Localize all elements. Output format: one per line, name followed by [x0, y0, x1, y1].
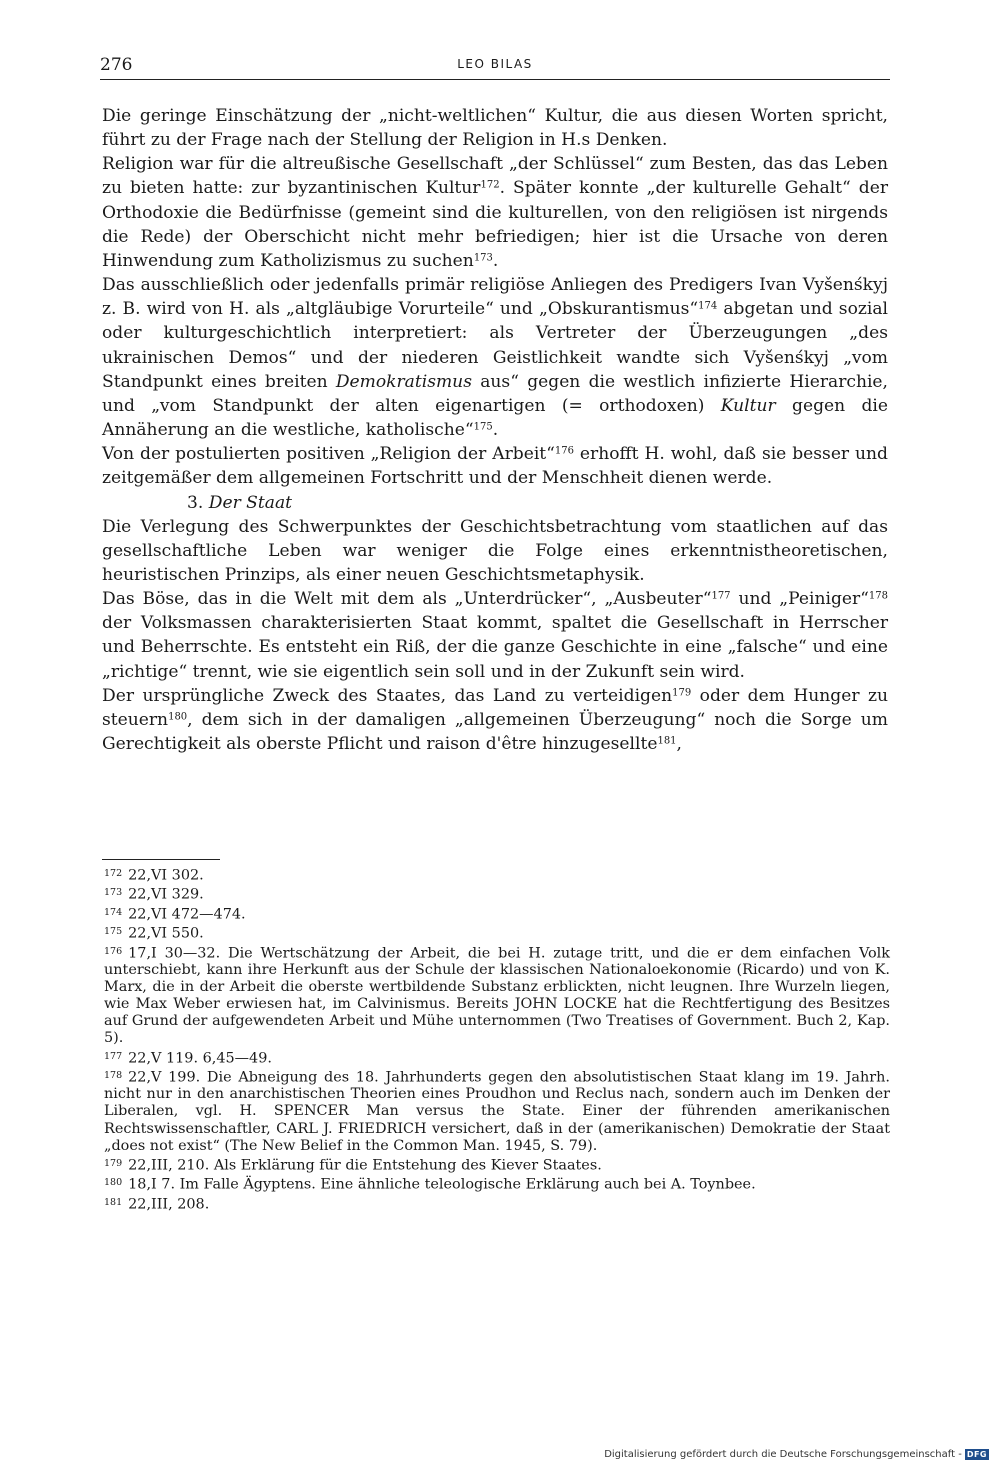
page-number: 276 — [100, 55, 133, 75]
footnote-text: 22,VI 302. — [128, 867, 204, 884]
footnote-text: 22,V 119. 6,45—49. — [128, 1049, 272, 1066]
running-head: LEO BILAS — [457, 57, 533, 71]
paragraph-text: erhofft H. wohl, daß sie besser und zeitgemäßer dem allgemeinen Fortschritt und der Menschheit dienen werde. — [102, 444, 888, 489]
paragraph-5 — [102, 515, 888, 587]
footnote-ref[interactable]: 181 — [657, 735, 677, 747]
footnote-ref[interactable]: 178 — [868, 590, 889, 602]
body-text — [102, 104, 888, 756]
footnote-text: 22,III, 208. — [128, 1195, 210, 1212]
footnote-divider — [102, 859, 220, 860]
emphasis: Kultur — [720, 395, 776, 416]
paragraph-text: , — [676, 734, 682, 755]
paragraph-text: , dem sich in der damaligen „allgemeinen Überzeugung“ noch die Sorge um Gerechtigkeit als oberste Pflicht und raison d'être hinzugesellte — [102, 709, 888, 755]
footnote-text: 22,III, 210. Als Erklärung für die Entstehung des Kiever Staates. — [128, 1157, 602, 1173]
paragraph-text: Der ursprüngliche Zweck des Staates, das Land zu verteidigen — [102, 685, 673, 706]
paragraph-6 — [102, 587, 888, 684]
footnote-ref[interactable]: 180 — [168, 711, 188, 723]
paragraph-text: Die Verlegung des Schwerpunktes der Geschichtsbetrachtung vom staatlichen auf das gesellschaftliche Leben war weniger die Folge eines erkenntnistheoretischen, heuristischen Prinzips, als einer neuen Geschichtsmetaphysik. — [102, 516, 888, 585]
section-heading — [102, 491, 888, 515]
footnote-text: 18,I 7. Im Falle Ägyptens. Eine ähnliche teleologische Erklärung auch bei A. Toynbee. — [128, 1176, 756, 1193]
footnote-172 — [104, 865, 890, 884]
footnote-text: 22,VI 550. — [128, 925, 204, 942]
paragraph-text: . Später konnte „der kulturelle Gehalt“ der Orthodoxie die Bedürfnisse (gemeint sind die kulturellen, von den religiösen ist nirgends die Rede) der Oberschicht nicht mehr befriedigen; hier ist die Ursache von deren Hinwendung zum Katholizismus zu suchen — [102, 178, 888, 271]
paragraph-text: . — [492, 250, 499, 271]
footnote-177 — [104, 1048, 890, 1067]
paragraph-text: oder dem Hunger zu steuern — [102, 685, 888, 730]
footnote-number: 172 — [104, 868, 123, 879]
footnote-179 — [104, 1155, 890, 1174]
paragraph-3 — [102, 273, 888, 442]
footnote-number: 175 — [104, 926, 123, 938]
footnote-text: 22,V 199. Die Abneigung des 18. Jahrhunderts gegen den absolutistischen Staat klang im 19. Jahrh. nicht nur in den anarchistischen Theorien eines Proudhon und Reclus nach, sondern auch im Denken der Liberalen, vgl. H. SPENCER Man versus the State. Einer der führenden amerikanischen Rechtswissenschaftler, CARL J. FRIEDRICH versichert, daß in der (amerikanischen) Demokratie der Staat „does not exist“ (The New Belief in the Common Man. 1945, S. 79). — [104, 1069, 890, 1154]
footnote-number: 180 — [104, 1177, 123, 1189]
paragraph-text: der Volksmassen charakterisierten Staat kommt, spaltet die Gesellschaft in Herrscher und Beherrschte. Es entsteht ein Riß, der die ganze Geschichte in eine „falsche“ und eine „richtige“ trennt, wie sie eigentlich sein soll und in der Zukunft sein wird. — [102, 613, 888, 682]
footnote-176 — [104, 943, 890, 1048]
paragraph-text: aus“ gegen die westlich infizierte Hierarchie, und „vom Standpunkt der alten eigenartigen (= orthodoxen) — [102, 371, 888, 416]
paragraph-2 — [102, 152, 888, 273]
paragraph-text: und „Peiniger“ — [730, 589, 869, 610]
footnote-181 — [104, 1194, 890, 1213]
footnote-text: 22,VI 329. — [128, 886, 204, 903]
digitization-credit — [604, 1449, 989, 1460]
paragraph-text: Das ausschließlich oder jedenfalls primär religiöse Anliegen des Predigers Ivan Vyšenśkyj z. B. wird von H. als „altgläubige Vorurteile“ und „Obskurantismus“ — [102, 275, 888, 320]
footnote-ref[interactable]: 176 — [554, 445, 574, 457]
page-header — [100, 55, 890, 80]
footnote-number: 179 — [104, 1157, 123, 1169]
dfg-logo-icon: DFG — [966, 1450, 987, 1459]
section-title: Der Staat — [208, 492, 293, 513]
paragraph-text: abgetan und sozial oder kulturgeschichtlich interpretiert: als Vertreter der Überzeugungen „des ukrainischen Demos“ und der niederen Geistlichkeit wandte sich Vyšenśkyj „vom Standpunkt eines breiten — [102, 299, 888, 392]
footnote-178 — [104, 1067, 890, 1155]
paragraph-text: Von der postulierten positiven „Religion der Arbeit“ — [102, 444, 555, 465]
paragraph-text: Das Böse, das in die Welt mit dem als „Unterdrücker“, „Ausbeuter“ — [102, 589, 712, 610]
footnote-number: 174 — [104, 906, 123, 918]
footnote-number: 181 — [104, 1196, 123, 1208]
footnote-ref[interactable]: 172 — [480, 179, 500, 191]
paragraph-text: . — [492, 420, 499, 441]
section-number: 3. — [187, 492, 204, 513]
paragraph-7 — [102, 684, 888, 756]
footnotes — [104, 865, 890, 1213]
footnote-173 — [104, 884, 890, 903]
footnote-number: 178 — [104, 1069, 123, 1081]
paragraph-text: gegen die Annäherung an die westliche, katholische“ — [102, 395, 888, 441]
footnote-number: 173 — [104, 887, 123, 899]
footnote-ref[interactable]: 179 — [672, 687, 692, 699]
paragraph-text: Die geringe Einschätzung der „nicht-weltlichen“ Kultur, die aus diesen Worten spricht, führt zu der Frage nach der Stellung der Religion in H.s Denken. — [102, 106, 888, 151]
credit-text: Digitalisierung gefördert durch die Deutsche Forschungsgemeinschaft - — [604, 1449, 962, 1460]
footnote-ref[interactable]: 177 — [711, 590, 731, 602]
footnote-number: 177 — [104, 1050, 123, 1062]
footnote-ref[interactable]: 173 — [473, 252, 493, 264]
footnote-174 — [104, 904, 890, 923]
footnote-ref[interactable]: 175 — [473, 421, 493, 433]
footnote-number: 176 — [104, 945, 123, 957]
footnote-175 — [104, 923, 890, 942]
paragraph-text: Religion war für die altreußische Gesellschaft „der Schlüssel“ zum Besten, das das Leben zu bieten hatte: zur byzantinischen Kultur — [102, 154, 888, 199]
footnote-ref[interactable]: 174 — [698, 300, 718, 312]
emphasis: Demokratismus — [335, 371, 472, 392]
footnote-text: 17,I 30—32. Die Wertschätzung der Arbeit, die bei H. zutage tritt, und die er dem einfachen Volk unterschiebt, kann ihre Herkunft aus der Schule der klassischen Nationaloekonomie (Ricardo) und von K. Marx, die in der Arbeit die oberste wertbildende Substanz erblickten, nicht leugnen. Ihre Wurzeln liegen, wie Max Weber erwiesen hat, im Calvinismus. Bereits JOHN LOCKE hat die Rechtfertigung des Besitzes auf Grund der aufgewendeten Arbeit und Mühe unternommen (Two Treatises of Government. Buch 2, Kap. 5). — [104, 944, 890, 1047]
footnote-180 — [104, 1174, 890, 1193]
paragraph-4 — [102, 442, 888, 490]
footnote-text: 22,VI 472—474. — [128, 906, 246, 923]
paragraph-1 — [102, 104, 888, 152]
